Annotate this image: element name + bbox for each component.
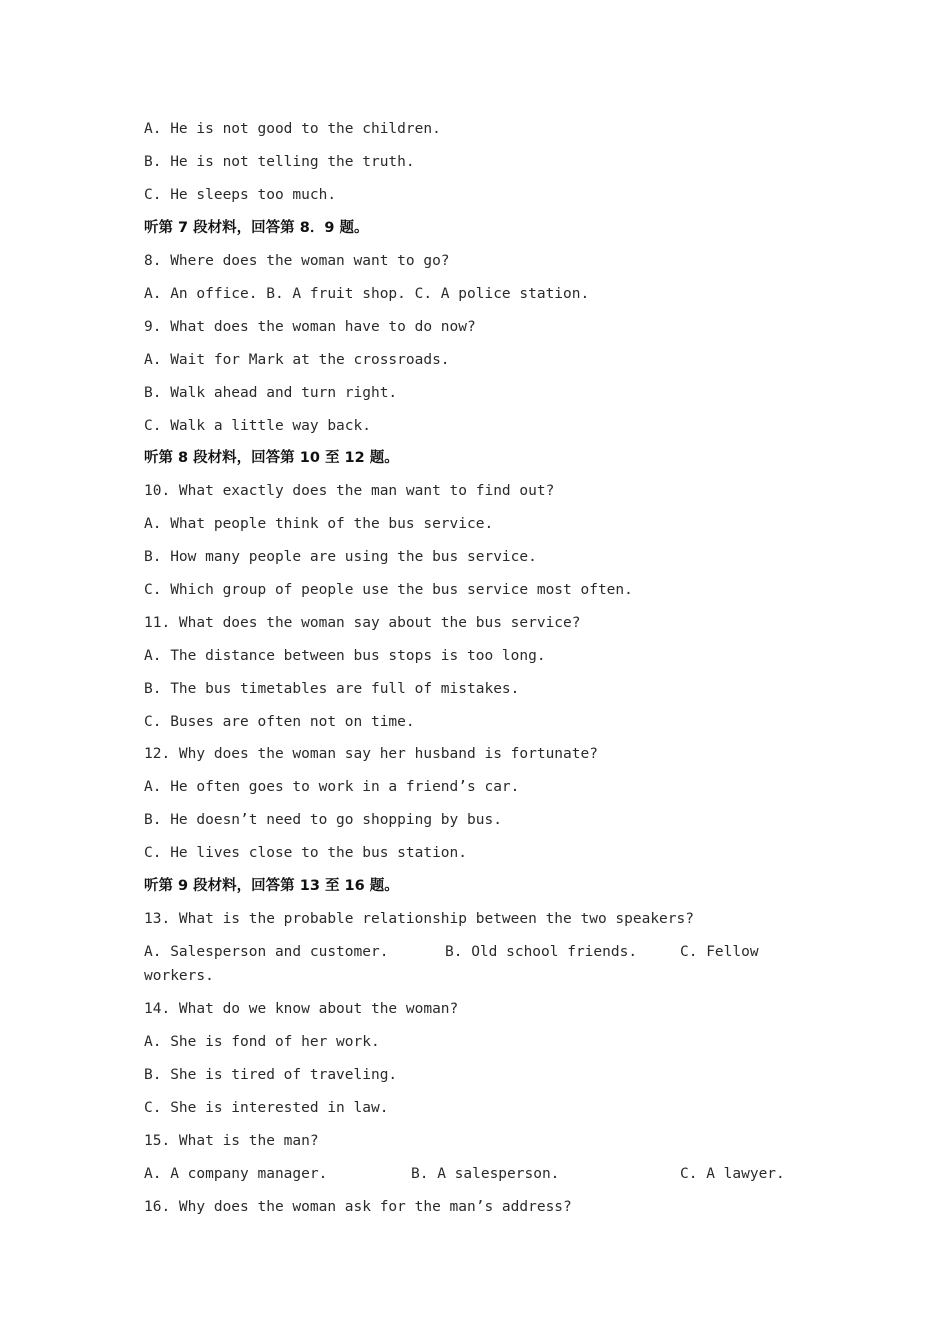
question-8: 8. Where does the woman want to go? bbox=[144, 253, 450, 269]
option-line: C. Which group of people use the bus service most often. bbox=[144, 582, 633, 598]
option-c: C. Fellow bbox=[680, 944, 759, 960]
question-16: 16. Why does the woman ask for the man’s address? bbox=[144, 1199, 572, 1215]
option-a: A. Salesperson and customer. bbox=[144, 944, 389, 960]
section-heading-7: 听第 7 段材料，回答第 8．9 题。 bbox=[144, 220, 369, 236]
question-14: 14. What do we know about the woman? bbox=[144, 1001, 459, 1017]
option-b: B. A salesperson. bbox=[411, 1166, 560, 1182]
option-line: B. How many people are using the bus service. bbox=[144, 549, 537, 565]
option-c-continued: workers. bbox=[144, 968, 214, 984]
option-line: A. Wait for Mark at the crossroads. bbox=[144, 352, 450, 368]
section-heading-9: 听第 9 段材料，回答第 13 至 16 题。 bbox=[144, 878, 399, 894]
option-line: B. The bus timetables are full of mistakes. bbox=[144, 681, 520, 697]
option-line: B. Walk ahead and turn right. bbox=[144, 385, 398, 401]
question-13: 13. What is the probable relationship between the two speakers? bbox=[144, 911, 694, 927]
option-line: C. Buses are often not on time. bbox=[144, 714, 415, 730]
option-line: A. He often goes to work in a friend’s car. bbox=[144, 779, 520, 795]
question-12: 12. Why does the woman say her husband is fortunate? bbox=[144, 746, 598, 762]
option-line: A. She is fond of her work. bbox=[144, 1034, 380, 1050]
section-heading-8: 听第 8 段材料，回答第 10 至 12 题。 bbox=[144, 450, 399, 466]
option-line: C. He sleeps too much. bbox=[144, 187, 337, 203]
question-10: 10. What exactly does the man want to find out? bbox=[144, 483, 555, 499]
question-11: 11. What does the woman say about the bus service? bbox=[144, 615, 581, 631]
option-line: C. She is interested in law. bbox=[144, 1100, 389, 1116]
option-line: A. The distance between bus stops is too long. bbox=[144, 648, 546, 664]
option-line: B. She is tired of traveling. bbox=[144, 1067, 398, 1083]
option-line: C. Walk a little way back. bbox=[144, 418, 371, 434]
option-c: C. A lawyer. bbox=[680, 1166, 785, 1182]
option-line: A. He is not good to the children. bbox=[144, 121, 441, 137]
option-line: A. What people think of the bus service. bbox=[144, 516, 494, 532]
option-line: B. He doesn’t need to go shopping by bus. bbox=[144, 812, 502, 828]
option-a: A. A company manager. bbox=[144, 1166, 328, 1182]
question-9: 9. What does the woman have to do now? bbox=[144, 319, 476, 335]
question-15: 15. What is the man? bbox=[144, 1133, 319, 1149]
option-line: B. He is not telling the truth. bbox=[144, 154, 415, 170]
question-8-options: A. An office. B. A fruit shop. C. A police station. bbox=[144, 286, 590, 302]
option-b: B. Old school friends. bbox=[445, 944, 638, 960]
option-line: C. He lives close to the bus station. bbox=[144, 845, 468, 861]
